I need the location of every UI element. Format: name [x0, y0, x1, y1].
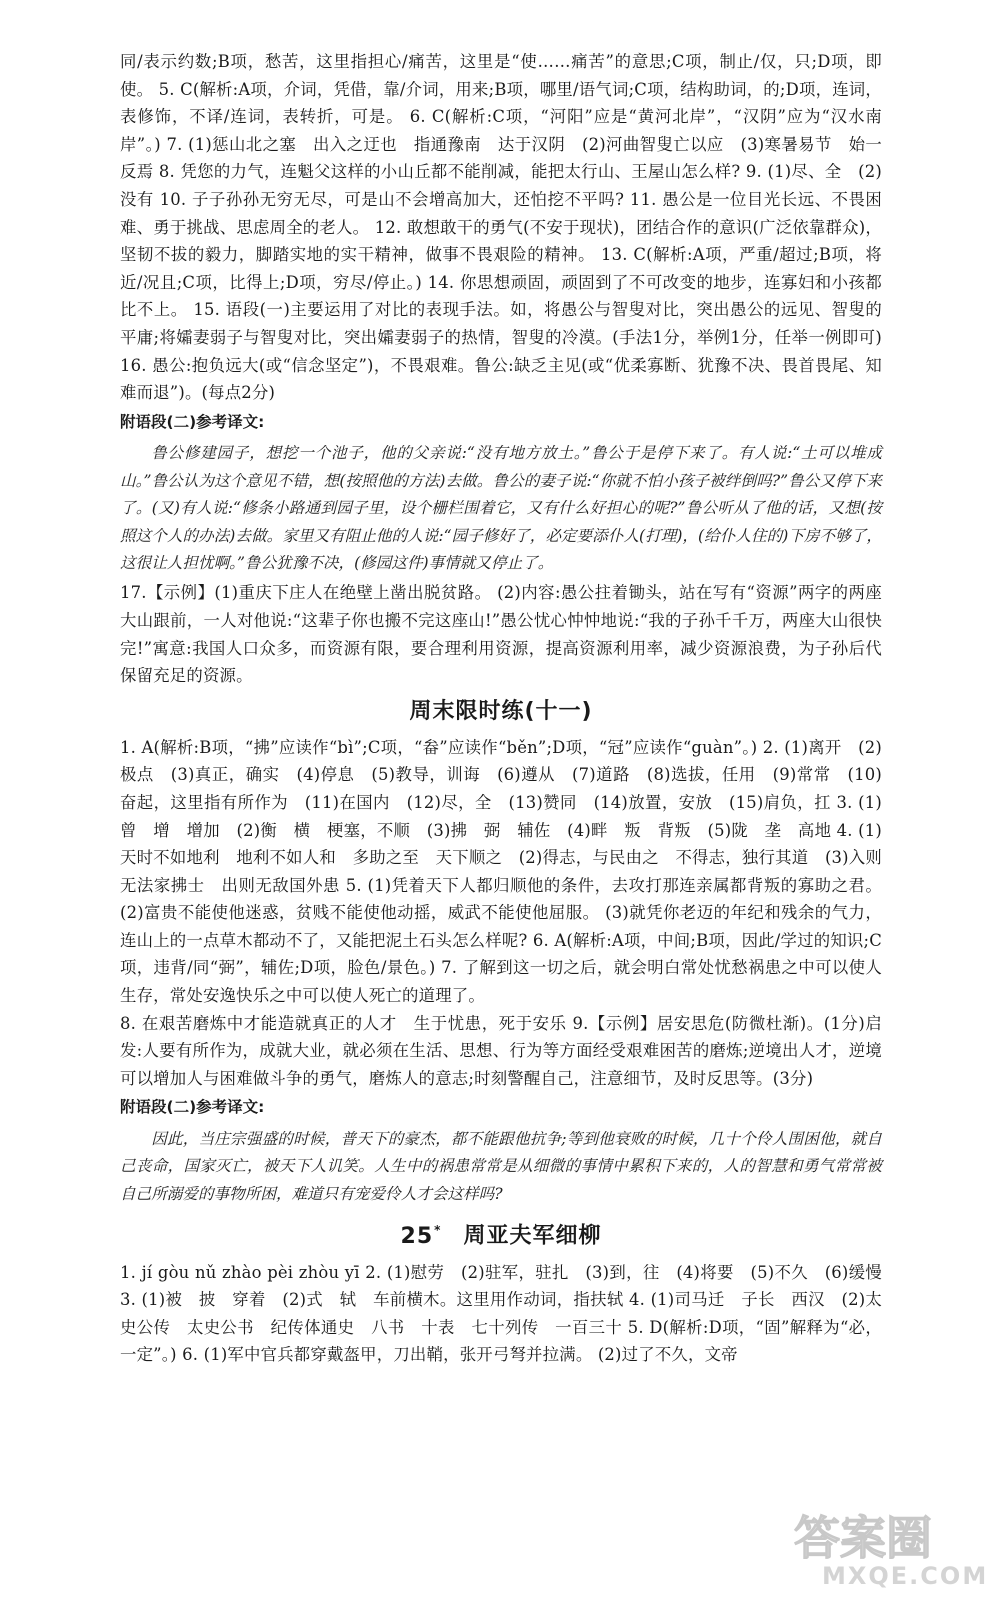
lesson-heading	[120, 1214, 882, 1252]
watermark-site: MXQE.COM	[822, 1562, 989, 1590]
translation-paragraph: 因此，当庄宗强盛的时候，普天下的豪杰，都不能跟他抗争;等到他衰败的时候，几十个伶人围困他，就自己丧命，国家灭亡，被天下人讥笑。人生中的祸患常常是从细微的事情中累积下来的，人的智慧和勇气常常被自己所溺爱的事物所困，难道只有宠爱伶人才会这样吗?	[120, 1130, 882, 1203]
lesson-number: 25*	[400, 1223, 442, 1249]
appendix-label: 附语段(二)参考译文:	[120, 1098, 265, 1117]
answer-paragraph-xiliu: 1. jí gòu nǔ zhào pèi zhòu yī 2. (1)慰劳 (2)驻军，驻扎 (3)到，往 (4)将要 (5)不久 (6)缓慢 3. (1)被 披 穿着 (2)式 轼 车前横木。这里用作动词，指扶轼 4. (1)司马迁 子长 西汉 (2)太史公传 太史公书 纪传体通史 八书 十表 七十列传 一百三十 5. D(解析:D项，“固”解释为“必，一定”。) 6. (1)军中官兵都穿戴盔甲，刀出鞘，张开弓弩并拉满。 (2)过了不久，文帝	[120, 1262, 882, 1365]
watermark	[790, 1506, 990, 1592]
answer-paragraph-q17: 17.【示例】(1)重庆下庄人在绝壁上凿出脱贫路。 (2)内容:愚公拄着锄头，站在写有“资源”两字的两座大山跟前，一人对他说:“这辈子你也搬不完这座山!”愚公忧心忡忡地说:“我的子孙千千万，两座大山很快完!”寓意:我国人口众多，而资源有限，要合理利用资源，提高资源利用率，减少资源浪费，为子孙后代保留充足的资源。	[120, 583, 882, 686]
watermark-logo	[790, 1506, 990, 1564]
lesson-mark: *	[434, 1223, 442, 1238]
section-heading-weekend: 周末限时练(十一)	[409, 698, 593, 724]
answer-paragraph-q8: 8. 在艰苦磨炼中才能造就真正的人才 生于忧患，死于安乐 9.【示例】居安思危(防微杜渐)。(1分)启发:人要有所作为，成就大业，就必须在生活、思想、行为等方面经受艰难困苦的磨炼;逆境出人才，逆境可以增加人与困难做斗争的勇气，磨炼人的意志;时刻警醒自己，注意细节，及时反思等。(3分)	[120, 1013, 882, 1088]
appendix-label: 附语段(二)参考译文:	[120, 412, 265, 431]
answer-content	[120, 48, 882, 1369]
answer-paragraph-yugong: 同/表示约数;B项，愁苦，这里指担心/痛苦，这里是“使……痛苦”的意思;C项，制止/仅，只;D项，即使。 5. C(解析:A项，介词，凭借，靠/介词，用来;B项，哪里/语气词;C项，结构助词，的;D项，连词，表修饰，不译/连词，表转折，可是。 6. C(解析:C项，“河阳”应是“黄河北岸”，“汉阴”应为“汉水南岸”。) 7. (1)惩山北之塞 出入之迂也 指通豫南 达于汉阴 (2)河曲智叟亡以应 (3)寒暑易节 始一反焉 8. 凭您的力气，连魁父这样的小山丘都不能削减，能把太行山、王屋山怎么样? 9. (1)尽、全 (2)没有 10. 子子孙孙无穷无尽，可是山不会增高加大，还怕挖不平吗? 11. 愚公是一位目光长远、不畏困难、勇于挑战、思虑周全的老人。 12. 敢想敢干的勇气(不安于现状)，团结合作的意识(广泛依靠群众)，坚韧不拔的毅力，脚踏实地的实干精神，做事不畏艰险的精神。 13. C(解析:A项，严重/超过;B项，将近/况且;C项，比得上;D项，穷尽/停止。) 14. 你思想顽固，顽固到了不可改变的地步，连寡妇和小孩都比不上。 15. 语段(一)主要运用了对比的表现手法。如，将愚公与智叟对比，突出愚公的远见、智叟的平庸;将孀妻弱子与智叟对比，突出孀妻弱子的热情，智叟的冷漠。(手法1分，举例1分，任举一例即可) 16. 愚公:抱负远大(或“信念坚定”)，不畏艰难。鲁公:缺乏主见(或“优柔寡断、犹豫不决、畏首畏尾、知难而退”)。(每点2分)	[120, 52, 882, 403]
translation-paragraph: 鲁公修建园子，想挖一个池子，他的父亲说:“没有地方放土。”鲁公于是停下来了。有人说:“土可以堆成山。”鲁公认为这个意见不错，想(按照他的方法)去做。鲁公的妻子说:“你就不怕小孩子被绊倒吗?”鲁公又停下来了。(又)有人说:“修条小路通到园子里，设个栅栏围着它，又有什么好担心的呢?”鲁公听从了他的话，又想(按照这个人的办法)去做。家里又有阻止他的人说:“园子修好了，必定要添仆人(打理)，(给仆人住的)下房不够了，这很让人担忧啊。”鲁公犹豫不决，(修园这件)事情就又停止了。	[120, 444, 882, 572]
watermark-logo-text: 答案圈	[794, 1511, 932, 1564]
answer-paragraph-weekend: 1. A(解析:B项，“拂”应读作“bì”;C项，“畚”应读作“běn”;D项，“冠”应读作“guàn”。) 2. (1)离开 (2)极点 (3)真正，确实 (4)停息 (5)教导，训诲 (6)遵从 (7)道路 (8)选拔，任用 (9)常常 (10)奋起，这里指有所作为 (11)在国内 (12)尽，全 (13)赞同 (14)放置，安放 (15)肩负，扛 3. (1)曾 增 增加 (2)衡 横 梗塞，不顺 (3)拂 弼 辅佐 (4)畔 叛 背叛 (5)陇 垄 高地 4. (1)天时不如地利 地利不如人和 多助之至 天下顺之 (2)得志，与民由之 不得志，独行其道 (3)入则无法家拂士 出则无敌国外患 5. (1)凭着天下人都归顺他的条件，去攻打那连亲属都背叛的寡助之君。 (2)富贵不能使他迷惑，贫贱不能使他动摇，威武不能使他屈服。 (3)就凭你老迈的年纪和残余的气力，连山上的一点草木都动不了，又能把泥土石头怎么样呢? 6. A(解析:A项，中间;B项，因此/学过的知识;C项，违背/同“弼”，辅佐;D项，脸色/景色。) 7. 了解到这一切之后，就会明白常处忧愁祸患之中可以使人生存，常处安逸快乐之中可以使人死亡的道理了。	[120, 737, 882, 1006]
lesson-title: 周亚夫军细柳	[463, 1223, 602, 1249]
